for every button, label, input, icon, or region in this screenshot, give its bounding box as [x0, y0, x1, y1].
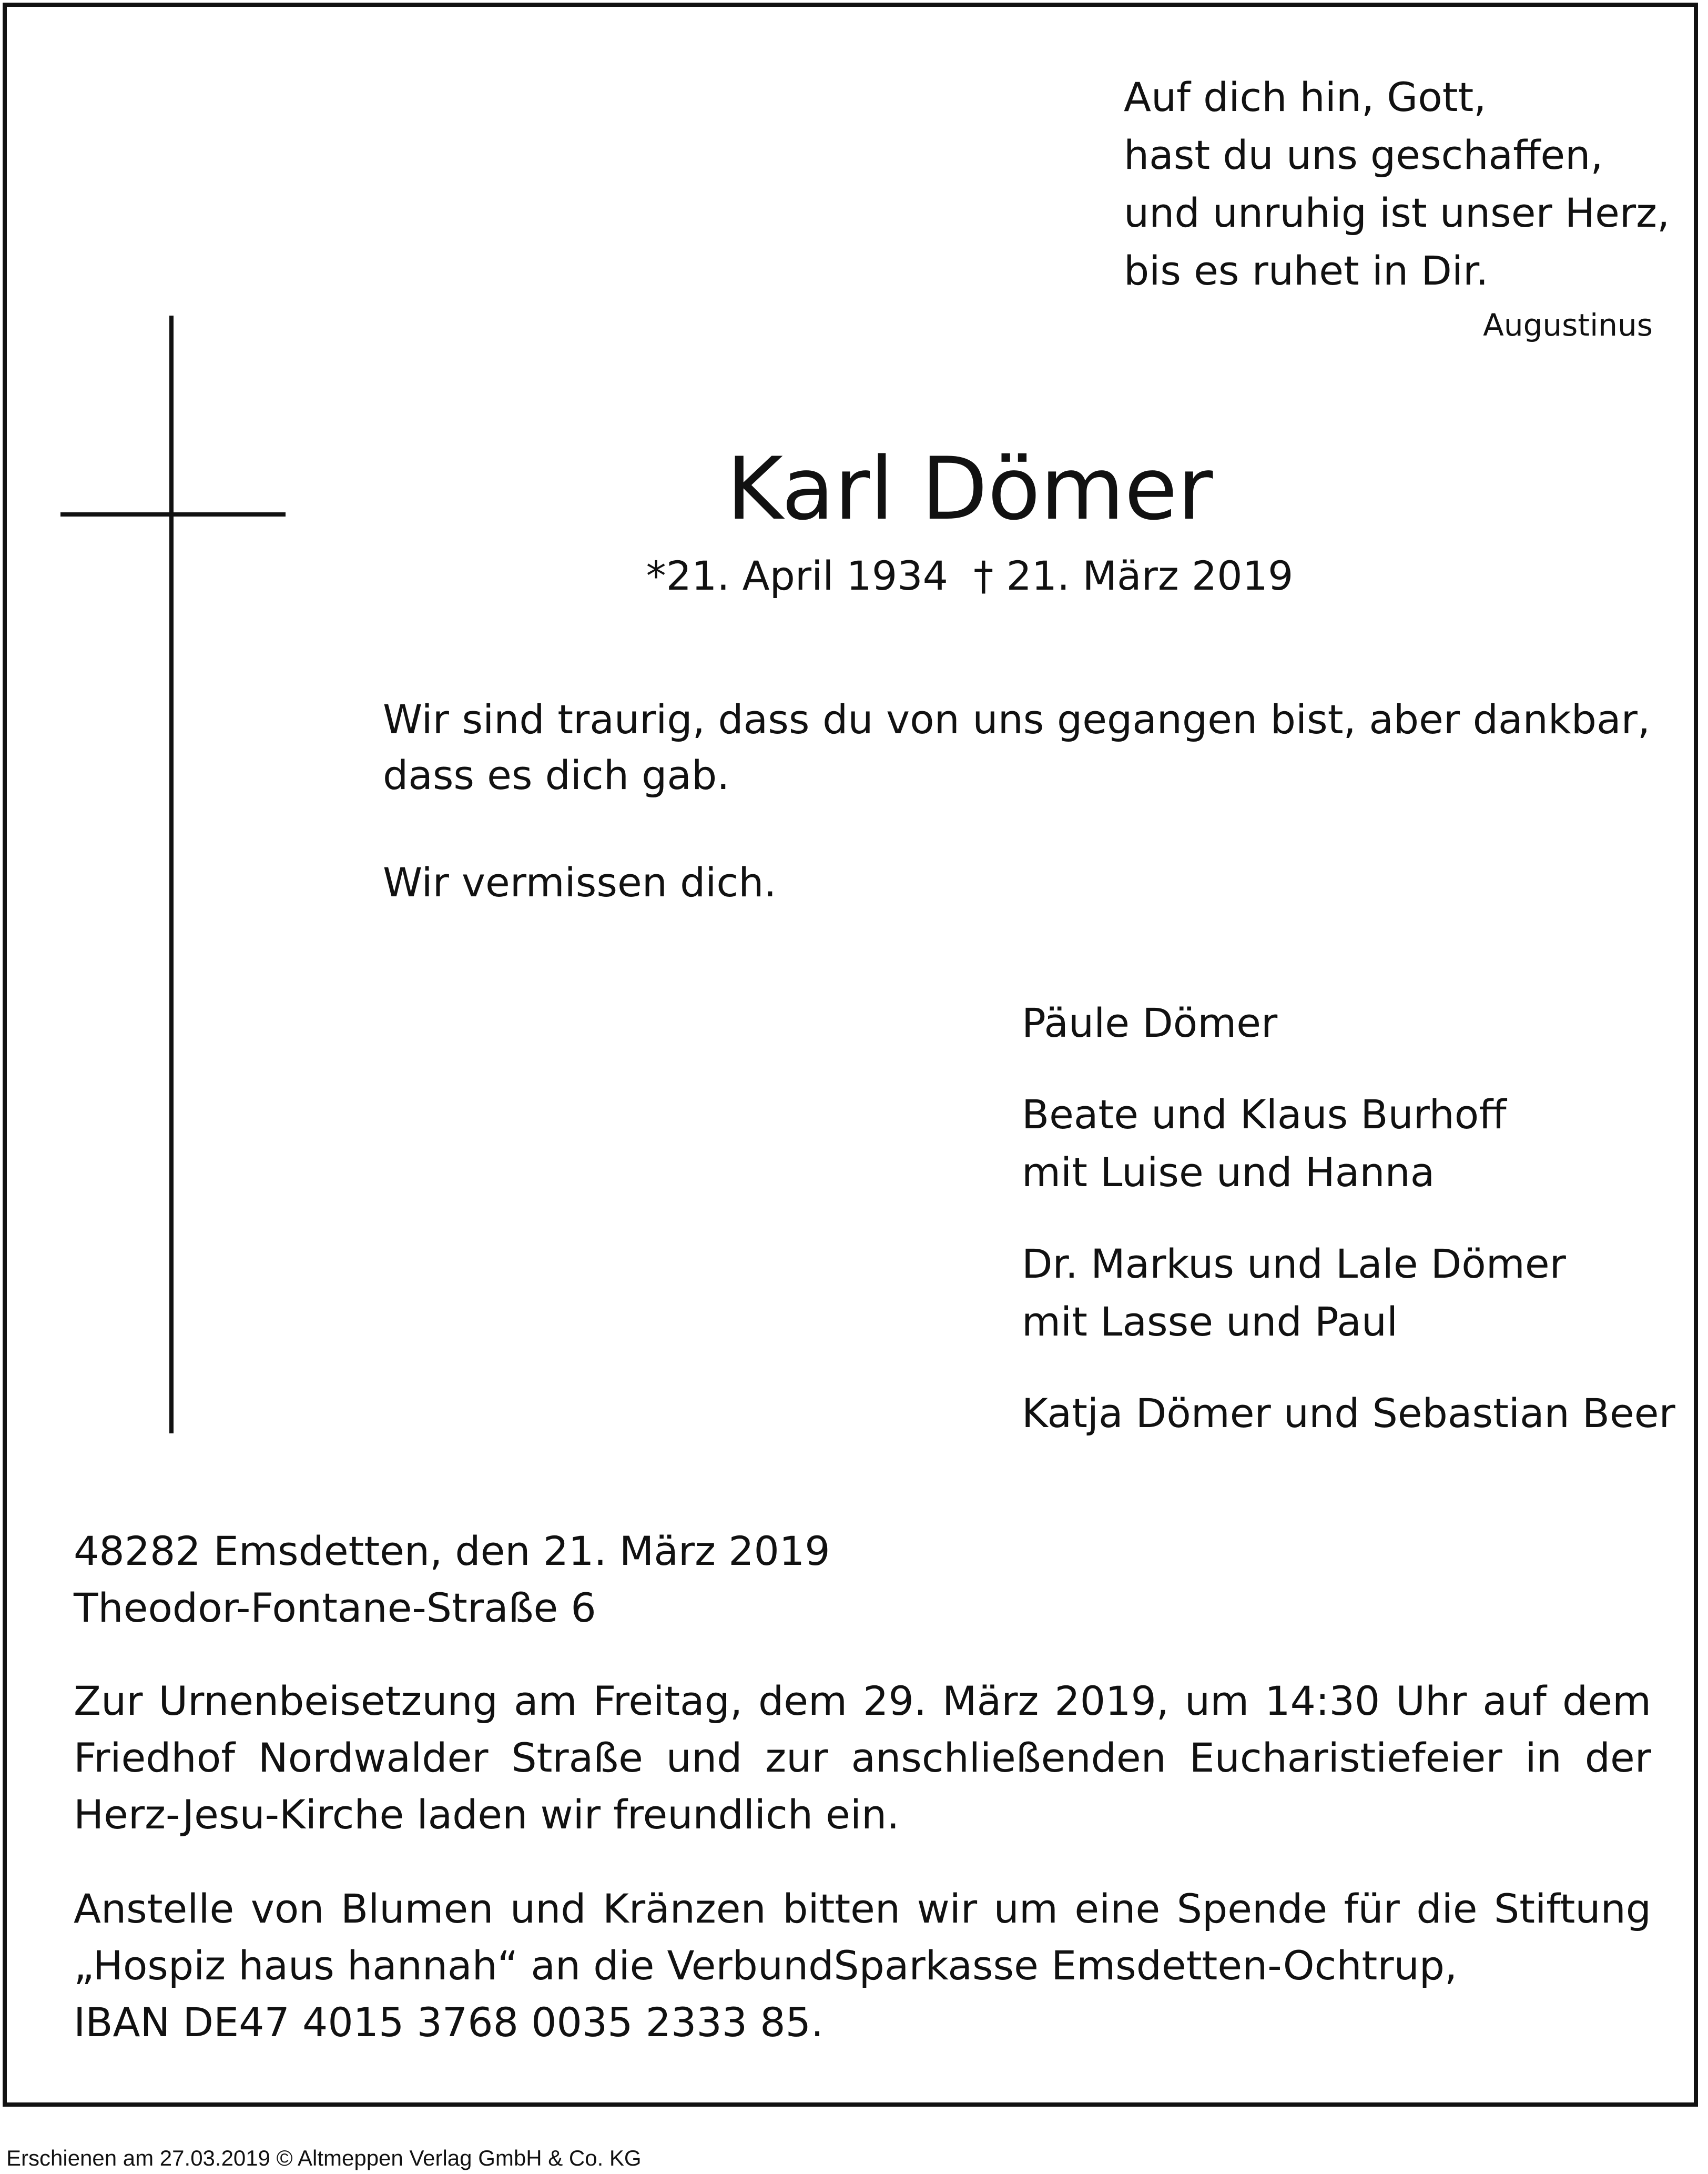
- mourner-line: mit Lasse und Paul: [1022, 1298, 1398, 1345]
- iban-line: IBAN DE47 4015 3768 0035 2333 85.: [74, 1999, 824, 2046]
- life-dates: [0, 547, 1708, 605]
- street-line: Theodor-Fontane-Straße 6: [74, 1584, 596, 1631]
- mourner-group: [1022, 1086, 1675, 1201]
- mourner-line: Beate und Klaus Burhoff: [1022, 1091, 1507, 1138]
- place-date-line: 48282 Emsdetten, den 21. März 2019: [74, 1528, 830, 1574]
- motto-line: Auf dich hin, Gott,: [1124, 74, 1487, 120]
- farewell-message: Wir sind traurig, dass du von uns gegangen bist, aber dankbar, dass es dich gab.: [383, 696, 1650, 798]
- donation-line: „Hospiz haus hannah“ an die VerbundSparkasse Emsdetten-Ochtrup,: [74, 1942, 1458, 1989]
- donation-line: Anstelle von Blumen und Kränzen bitten wir um eine Spende für die Stiftung: [74, 1885, 1651, 1932]
- mourner-line: mit Luise und Hanna: [1022, 1149, 1435, 1196]
- death-date: 21. März 2019: [1006, 552, 1294, 599]
- deceased-name: Karl Dömer: [726, 439, 1213, 539]
- motto-line: und unruhig ist unser Herz,: [1124, 189, 1670, 236]
- mourner-line: Katja Dömer und Sebastian Beer: [1022, 1390, 1675, 1437]
- donation-request: [74, 1880, 1651, 2051]
- mourners-list: [1022, 994, 1675, 1476]
- motto-quote: [1124, 68, 1670, 300]
- address-block: [74, 1523, 1651, 1636]
- birth-date: *21. April 1934: [646, 552, 948, 599]
- mourner-group: [1022, 1384, 1675, 1442]
- mourner-group: [1022, 1235, 1675, 1351]
- funeral-invitation: Zur Urnenbeisetzung am Freitag, dem 29. März 2019, um 14:30 Uhr auf dem Friedhof Nordwalder Straße und zur anschließenden Eucharistiefeier in der Herz-Jesu-Kirche laden wir freundlich ein.: [74, 1677, 1651, 1838]
- motto-line: hast du uns geschaffen,: [1124, 132, 1603, 178]
- motto-author: Augustinus: [1483, 307, 1653, 343]
- dagger-icon: †: [973, 552, 994, 599]
- mourner-line: Päule Dömer: [1022, 999, 1278, 1046]
- publication-footer: Erschienen am 27.03.2019 © Altmeppen Verlag GmbH & Co. KG: [6, 2146, 642, 2170]
- mourner-group: [1022, 994, 1675, 1052]
- mourner-line: Dr. Markus und Lale Dömer: [1022, 1240, 1566, 1287]
- miss-you-message: Wir vermissen dich.: [383, 859, 777, 906]
- motto-line: bis es ruhet in Dir.: [1124, 247, 1489, 294]
